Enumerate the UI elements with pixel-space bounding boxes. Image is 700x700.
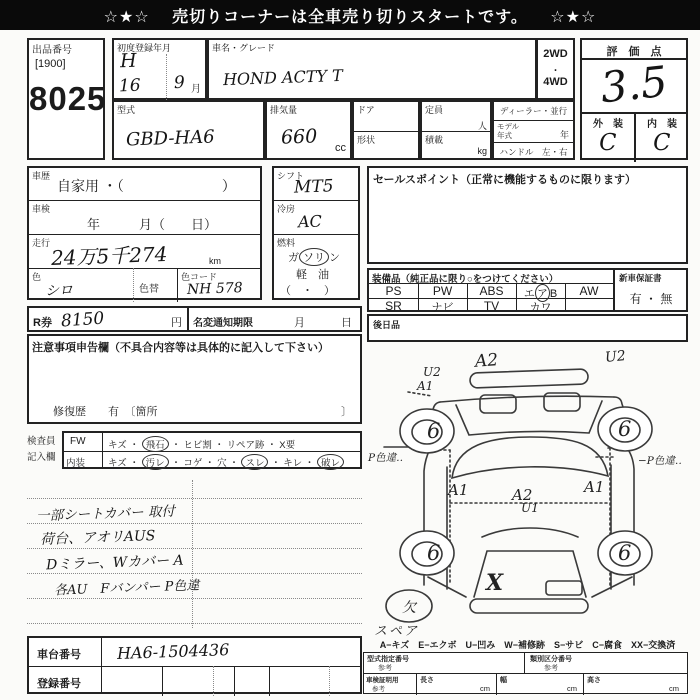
- dealer-parallel-label: ディーラー・並行: [499, 106, 568, 116]
- anno-p-color-right: −P色違‥: [638, 455, 682, 467]
- displacement-value: 660: [280, 125, 318, 149]
- equip-kawa: カワ: [529, 302, 552, 314]
- shaken-label: 車検: [32, 204, 51, 214]
- fuel-label: 燃料: [277, 238, 296, 248]
- history-label: 車歴: [32, 171, 51, 181]
- chassis-label: 車台番号: [37, 649, 81, 661]
- damage-legend: A−キズ E−エクボ U−凹み W−補修跡 S−サビ C−腐食 XX−交換済: [379, 640, 676, 650]
- color-value: シロ: [44, 282, 74, 300]
- fw-items: キズ ・ 飛石 ・ ヒビ割 ・ リペア跡 ・ X要: [108, 436, 295, 452]
- equip-pw: PW: [432, 284, 453, 298]
- exterior-label: 外 装: [593, 119, 623, 130]
- equip-sr: SR: [385, 299, 402, 313]
- spec-model-number-ref: 参考: [378, 665, 392, 672]
- shift-label: シフト: [277, 171, 305, 181]
- history-value: 自家用 ・（ ）: [57, 178, 236, 194]
- sales-point-box: [367, 166, 688, 264]
- r-ticket-value: 8150: [60, 308, 105, 332]
- spec-width-unit: cm: [567, 684, 577, 693]
- caution-header: 注意事項申告欄（不具合内容等は具体的に記入して下さい）: [32, 342, 329, 354]
- regno-label: 登録番号: [37, 678, 81, 690]
- anno-wheel-front-left: 6: [427, 419, 441, 443]
- vehicle-name-value: HOND ACTY T: [222, 65, 344, 90]
- r-ticket-box: [27, 306, 189, 332]
- note-line-2: 荷台、アオリAUS: [39, 527, 156, 549]
- anno-spare-label: スペア: [374, 624, 420, 639]
- door-shape-box: [352, 100, 420, 160]
- equipment-table: [367, 268, 688, 312]
- caution-box: [27, 334, 362, 424]
- displacement-label: 排気量: [270, 105, 298, 115]
- warranty-label: 新車保証書: [619, 273, 662, 283]
- aircon-value: AC: [297, 211, 323, 232]
- anno-front-bumper: A2: [474, 350, 499, 372]
- spec-class-number-label: 類別区分番号: [530, 656, 572, 663]
- name-change-day: 日: [341, 317, 352, 329]
- capacity-unit: 人: [477, 121, 487, 131]
- int-circled-yogore: 汚レ: [142, 454, 169, 470]
- equip-navi: ナビ: [431, 302, 454, 314]
- fw-label: FW: [70, 436, 86, 447]
- interior-label: 内 装: [647, 119, 677, 130]
- note-line-4: 各AU Fバンパー P色違: [53, 578, 200, 599]
- chassis-value: HA6-1504436: [116, 640, 230, 663]
- equip-tv: TV: [483, 299, 500, 313]
- anno-left-code1: U2: [423, 365, 441, 379]
- anno-door-right: A1: [584, 478, 605, 496]
- int-circled-sure: スレ: [241, 454, 268, 470]
- score-label: 評 価 点: [606, 46, 662, 58]
- spec-length-unit: cm: [480, 684, 490, 693]
- spec-height-label: 高さ: [587, 677, 601, 684]
- model-code-box: [112, 100, 265, 160]
- anno-left-code2: A1: [417, 379, 434, 393]
- interior-items: キズ ・ 汚レ ・ コゲ ・ 穴 ・ スレ ・ キレ ・ 破レ: [108, 454, 344, 470]
- vehicle-name-label: 車名・グレード: [212, 43, 276, 53]
- spec-class-number-ref: 参考: [544, 665, 558, 672]
- displacement-box: [265, 100, 352, 160]
- lot-number: 8025: [29, 80, 107, 117]
- fuel-gasoline-circle: ソリ: [299, 248, 329, 266]
- shift-fuel-box: [272, 166, 360, 300]
- drive-2wd: 2WD: [543, 48, 568, 60]
- score-value: 3.5: [598, 56, 670, 113]
- anno-top-right: U2: [604, 347, 627, 367]
- note-line-3: Dミラー、Wカバー A: [45, 552, 184, 574]
- fuel-gasoline: ガ ソリ ン: [288, 248, 340, 266]
- spec-cert-ref: 参考: [372, 686, 385, 693]
- reg-month-value: 9: [173, 72, 186, 94]
- warranty-value: 有 ・ 無: [629, 292, 673, 306]
- spec-width-label: 幅: [500, 677, 507, 684]
- r-ticket-label: R券: [33, 317, 52, 329]
- color-label: 色: [32, 272, 42, 282]
- color-code-label: 色コード: [181, 272, 218, 282]
- history-box: [27, 166, 262, 300]
- later-items-box: [367, 314, 688, 342]
- inspector-label: 検査員 記入欄: [27, 436, 56, 464]
- spec-cert-label: 車検証明用: [366, 677, 399, 684]
- anno-wheel-rear-right: 6: [618, 541, 632, 565]
- score-box: [580, 38, 688, 160]
- exterior-grade: C: [598, 129, 618, 157]
- note-line-1: 一部シートカバー 取付: [35, 503, 176, 525]
- fuel-paren: （ ・ ）: [280, 285, 335, 297]
- handle-label: ハンドル 左・右: [499, 147, 568, 157]
- airbag-circle: ア: [535, 284, 550, 302]
- lot-bracket: [1900]: [35, 58, 66, 70]
- mileage-label: 走行: [32, 238, 51, 248]
- first-registration-box: [112, 38, 207, 100]
- shaken-fields: 年 月（ 日）: [87, 217, 218, 232]
- model-code-value: GBD-HA6: [125, 126, 215, 151]
- equipment-header: 装備品（純正品に限り○をつけてください）: [372, 274, 559, 285]
- first-registration-label: 初度登録年月: [117, 43, 172, 53]
- anno-cab-a2: A2: [512, 486, 533, 504]
- int-circled-yabure: 破レ: [317, 454, 344, 470]
- repair-history-text: 修復歴 有 〔箇所: [53, 406, 158, 418]
- spec-length-label: 長さ: [420, 677, 434, 684]
- name-change-month: 月: [294, 317, 305, 329]
- anno-p-color-left: P色違‥: [368, 452, 404, 464]
- anno-x-mark: X: [486, 570, 504, 596]
- load-label: 積載: [425, 135, 444, 145]
- aircon-label: 冷房: [277, 204, 296, 214]
- reg-month-unit: 月: [191, 84, 201, 95]
- chassis-table: [27, 636, 362, 694]
- capacity-load-box: [420, 100, 492, 160]
- equip-aw: AW: [579, 284, 599, 298]
- vehicle-name-box: [207, 38, 537, 100]
- shift-value: MT5: [293, 176, 334, 198]
- reg-era-value: H: [119, 49, 137, 73]
- anno-cab-u1: U1: [521, 501, 539, 515]
- dealer-box: [492, 100, 575, 160]
- lot-number-box: [27, 38, 105, 160]
- model-year-unit: 年: [559, 130, 569, 140]
- model-code-label: 型式: [117, 105, 136, 115]
- drive-type-box: [537, 38, 575, 100]
- interior-row-label: 内装: [66, 458, 86, 469]
- spec-height-unit: cm: [669, 684, 679, 693]
- name-change-box: [189, 306, 362, 332]
- color-code-value: NH 578: [186, 280, 243, 298]
- spec-table: [363, 652, 688, 694]
- banner-text: ☆★☆ 売切りコーナーは全車売り切りスタートです。 ☆★☆: [0, 0, 700, 30]
- equip-ps: PS: [385, 284, 402, 298]
- name-change-label: 名変通知期限: [193, 318, 253, 329]
- load-unit: kg: [477, 146, 487, 156]
- equip-airbag: エ ア B: [516, 284, 565, 302]
- fw-circled-tobiishi: 飛石: [142, 436, 169, 452]
- repair-history-line: [53, 403, 352, 419]
- anno-door-left: A1: [448, 481, 469, 499]
- shape-label: 形状: [357, 135, 376, 145]
- color-change-label: 色替: [139, 284, 159, 295]
- fuel-diesel: 軽 油: [296, 269, 329, 281]
- r-ticket-unit: 円: [171, 317, 182, 329]
- drive-dot: ・: [550, 66, 561, 77]
- inspector-table: [62, 431, 362, 469]
- sales-point-header: セールスポイント（正常に機能するものに限ります）: [373, 174, 637, 186]
- door-label: ドア: [357, 105, 375, 115]
- anno-spare-missing: 欠: [402, 600, 416, 616]
- reg-year-value: 16: [118, 75, 141, 97]
- interior-grade: C: [652, 129, 672, 157]
- mileage-unit: km: [209, 256, 221, 266]
- drive-4wd: 4WD: [543, 76, 568, 88]
- mileage-value: 24万5千274: [50, 241, 168, 271]
- spec-model-number-label: 型式指定番号: [367, 656, 409, 663]
- later-items-label: 後日品: [373, 320, 401, 330]
- equip-abs: ABS: [479, 284, 504, 298]
- capacity-label: 定員: [425, 105, 444, 115]
- displacement-unit: cc: [335, 142, 346, 154]
- lot-label: 出品番号: [32, 45, 72, 56]
- anno-wheel-front-right: 6: [618, 417, 632, 441]
- anno-wheel-rear-left: 6: [427, 541, 441, 565]
- repair-history-close: 〕: [341, 406, 352, 418]
- model-year-label: モデル 年式: [497, 122, 520, 140]
